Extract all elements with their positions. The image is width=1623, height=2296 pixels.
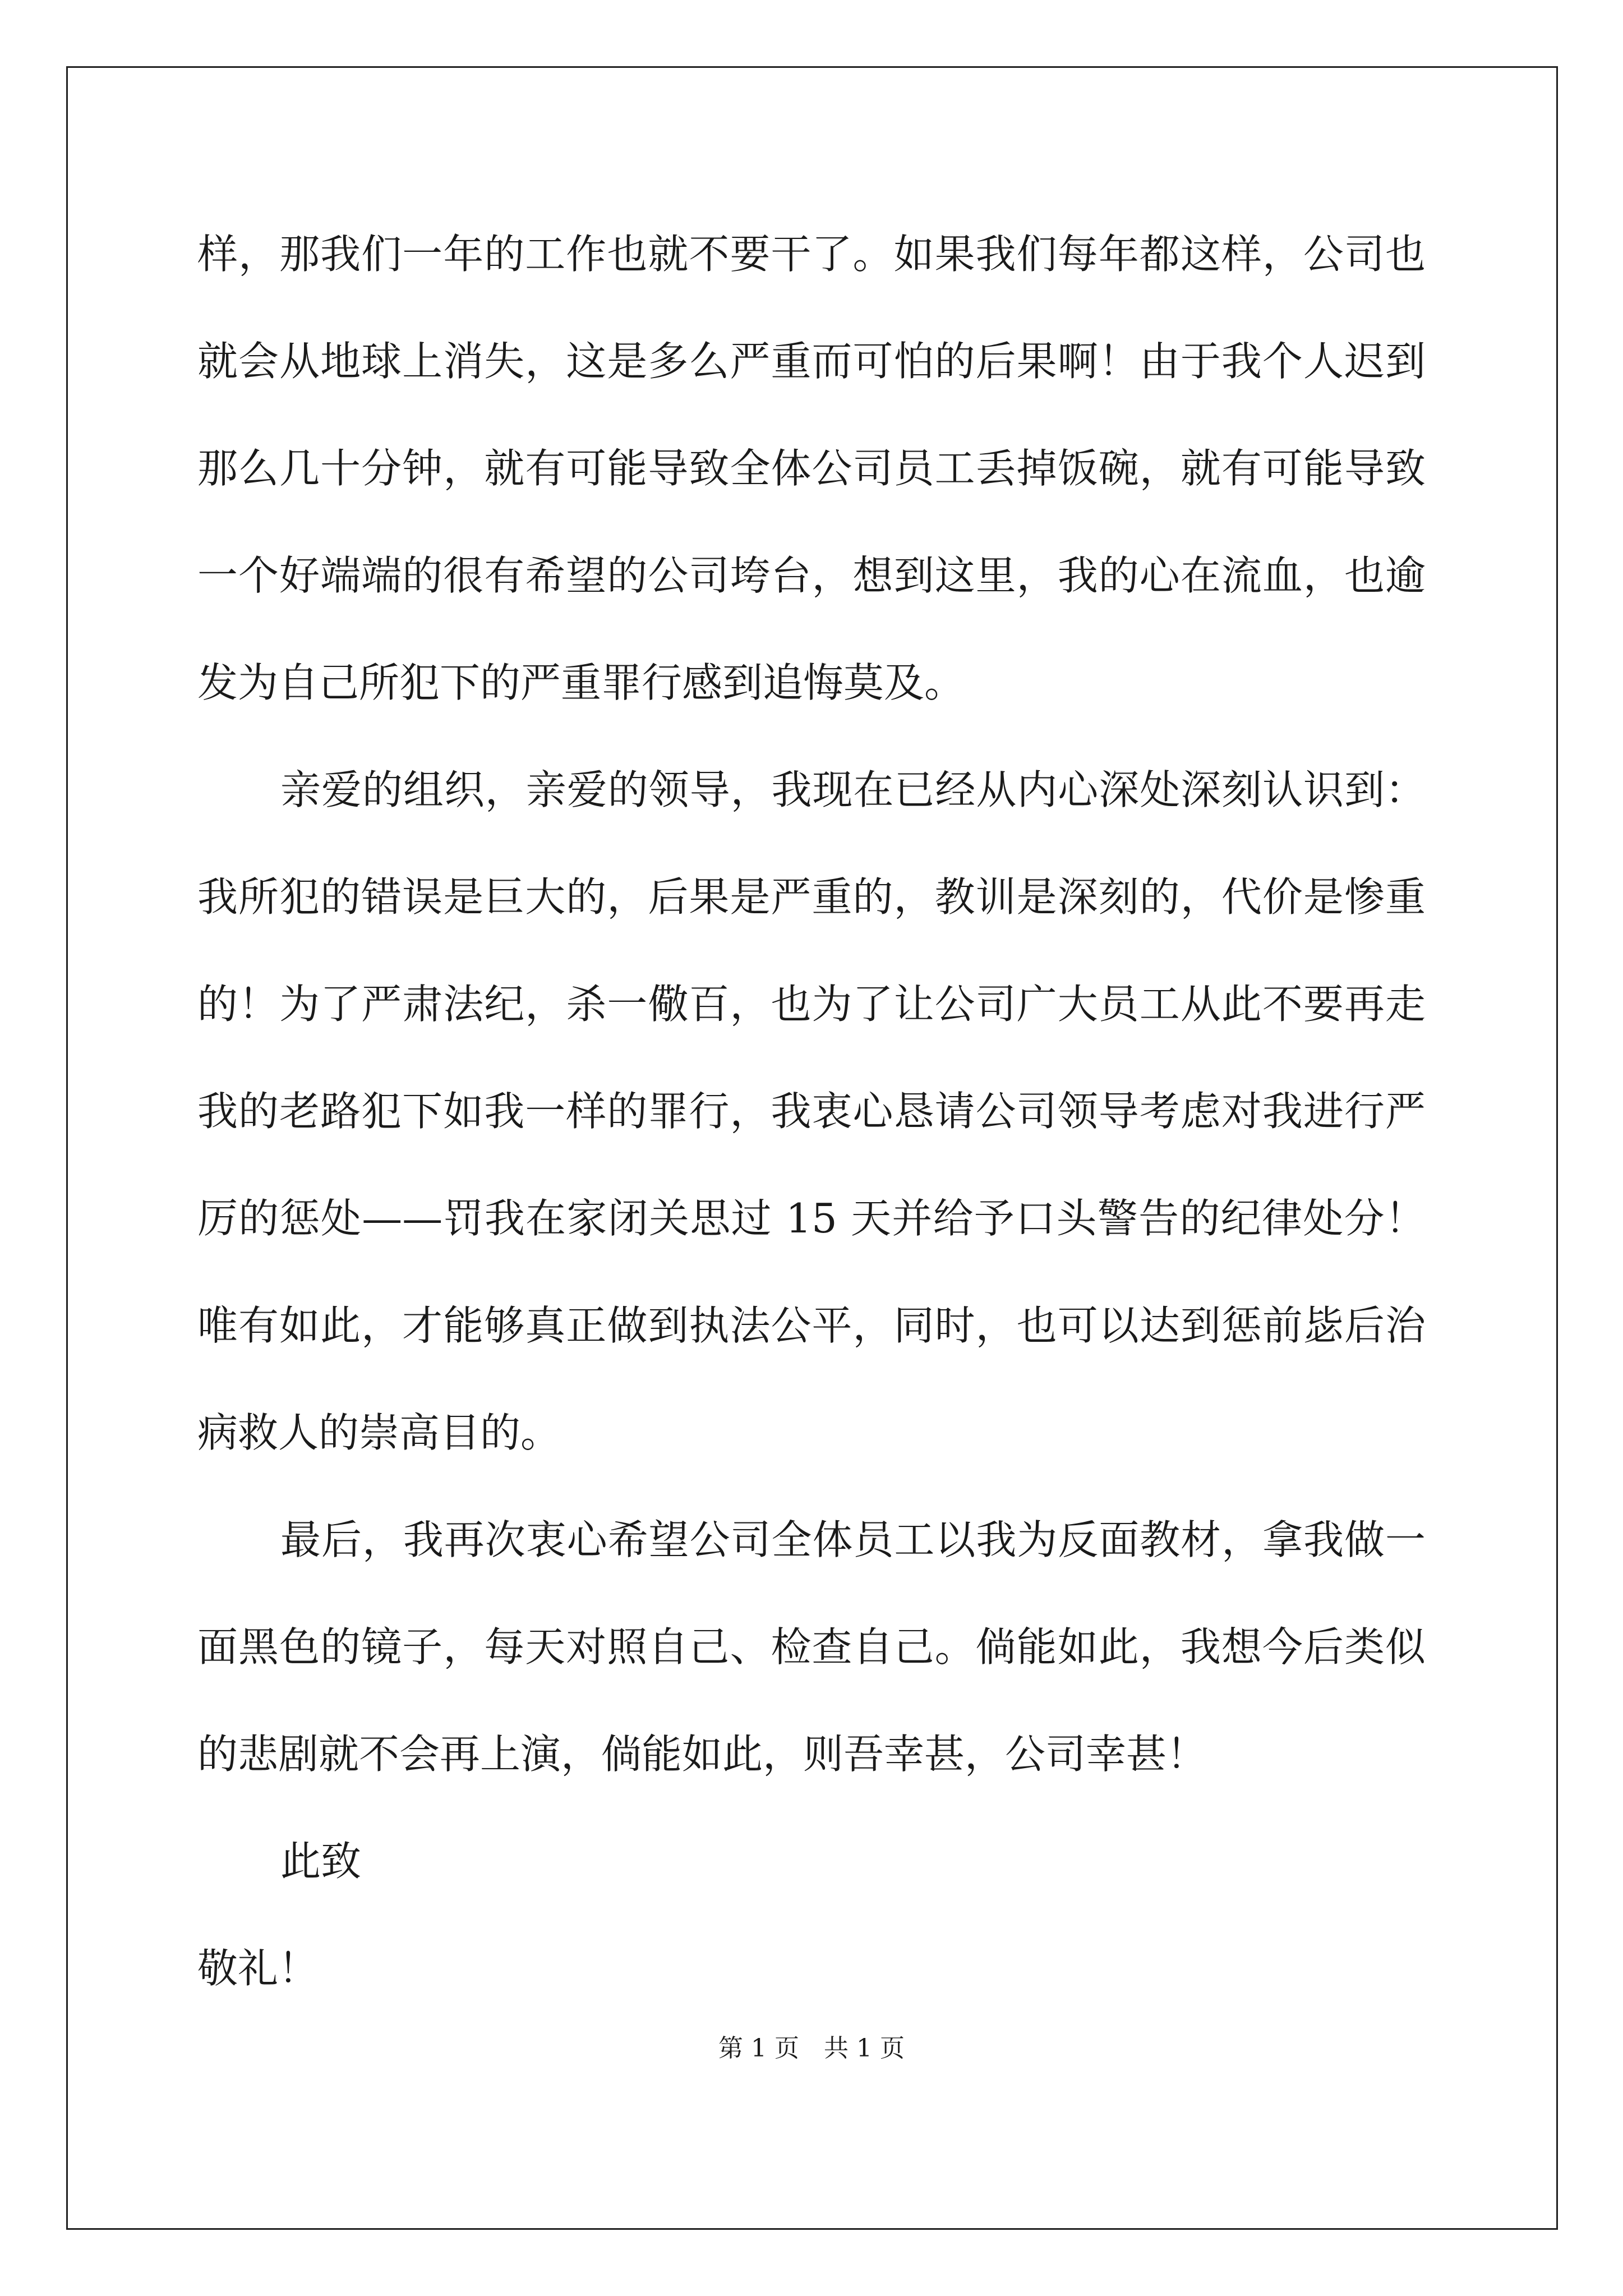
letter-body (197, 201, 1426, 2022)
text-line: 我的老路犯下如我一样的罪行，我衷心恳请公司领导考虑对我进行严 (197, 1088, 1426, 1135)
text-line: 病救人的崇高目的。 (197, 1409, 561, 1456)
text-line: 发为自己所犯下的严重罪行感到追悔莫及。 (197, 659, 965, 706)
text-line: 样，那我们一年的工作也就不要干了。如果我们每年都这样，公司也 (197, 231, 1426, 278)
text-line: 的！为了严肃法纪，杀一儆百，也为了让公司广大员工从此不要再走 (197, 981, 1426, 1028)
text-line: 那么几十分钟，就有可能导致全体公司员工丢掉饭碗，就有可能导致 (197, 445, 1426, 492)
page-number-footer: 第 1 页 共 1 页 (718, 2034, 905, 2063)
text-line: 我所犯的错误是巨大的，后果是严重的，教训是深刻的，代价是惨重 (197, 873, 1426, 921)
text-line: 的悲剧就不会再上演，倘能如此，则吾幸甚，公司幸甚！ (197, 1731, 1207, 1778)
text-line: 厉的惩处——罚我在家闭关思过 15 天并给予口头警告的纪律处分！ (197, 1195, 1426, 1242)
text-line: 一个好端端的很有希望的公司垮台，想到这里，我的心在流血，也逾 (197, 552, 1426, 599)
closing-salutation: 此致 (280, 1838, 362, 1885)
paragraph-start-line: 最后，我再次衷心希望公司全体员工以我为反面教材，拿我做一 (280, 1516, 1426, 1563)
text-line: 唯有如此，才能够真正做到执法公平，同时，也可以达到惩前毖后治 (197, 1302, 1426, 1349)
closing-regards: 敬礼！ (197, 1945, 319, 1992)
text-line: 就会从地球上消失，这是多么严重而可怕的后果啊！由于我个人迟到 (197, 338, 1426, 385)
text-line: 面黑色的镜子，每天对照自己、检查自己。倘能如此，我想今后类似 (197, 1623, 1426, 1671)
paragraph-start-line: 亲爱的组织，亲爱的领导，我现在已经从内心深处深刻认识到： (280, 766, 1426, 813)
